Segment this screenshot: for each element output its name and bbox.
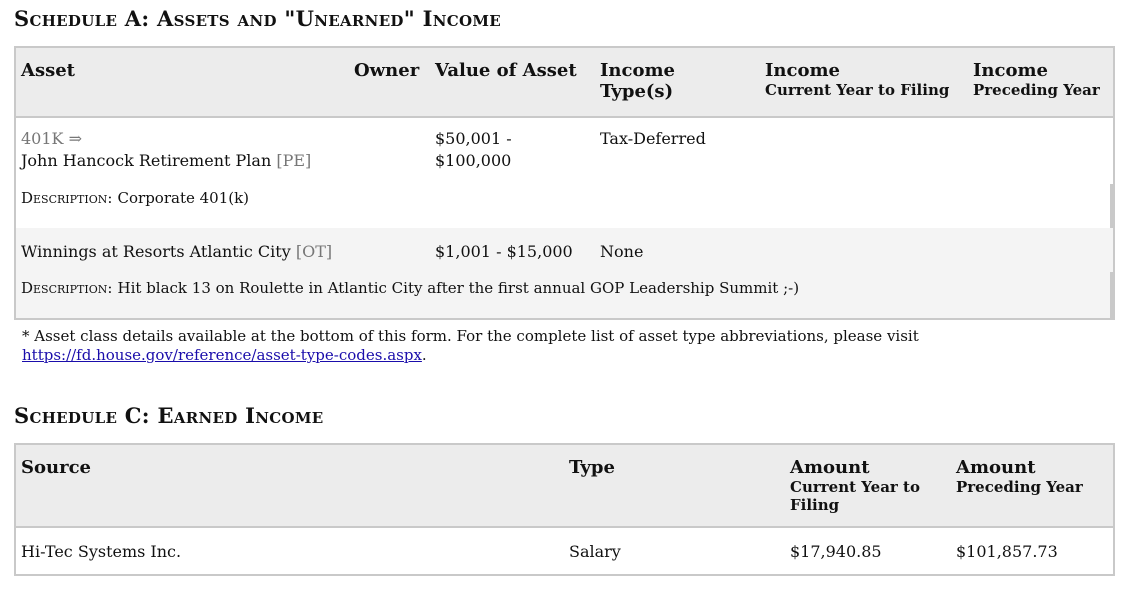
header-amount-current [790,457,940,514]
asset-type-401k: 401K ⇒ [21,129,82,148]
header-amount-preceding [956,457,1083,496]
asset-name-row2 [21,241,332,263]
header-asset: Asset [21,60,75,81]
asset-name-text: Winnings at Resorts Atlantic City [21,242,291,261]
header-source: Source [21,457,91,478]
header-income-type-line2: Type(s) [600,81,674,102]
schedule-a-header-row [16,48,1113,118]
type-row1: Salary [569,542,621,561]
header-type: Type [569,457,615,478]
asset-name-text: John Hancock Retirement Plan [21,151,272,170]
description-row2 [21,277,799,299]
asset-codes-link[interactable]: https://fd.house.gov/reference/asset-type-codes.aspx [22,346,422,364]
description-label: Description: [21,189,113,207]
header-value: Value of Asset [435,60,577,81]
header-amount-preceding-sub: Preceding Year [956,478,1083,496]
asset-code: [OT] [295,242,333,261]
value-row1-line1: $50,001 - [435,129,512,148]
description-row1 [21,187,249,209]
header-amount-current-label: Amount [790,457,870,478]
schedule-a-title: Schedule A: Assets and "Unearned" Income [14,6,501,31]
source-row1: Hi-Tec Systems Inc. [21,542,182,561]
asset-name-row1 [21,150,311,172]
header-amount-current-sub: Current Year to Filing [790,478,920,514]
schedule-c-table [14,443,1115,576]
header-income-preceding-label: Income [973,60,1048,81]
value-row1 [435,128,512,172]
row1-description-edge [1110,184,1113,228]
schedule-c-title: Schedule C: Earned Income [14,403,324,428]
header-income-preceding-sub: Preceding Year [973,81,1100,99]
note-period: . [421,346,427,364]
asset-code: [PE] [276,151,312,170]
row2-description-edge [1110,272,1113,318]
schedule-a-table [14,46,1115,320]
header-income-current-sub: Current Year to Filing [765,81,950,99]
note-text: * Asset class details available at the bottom of this form. For the complete list of asset type abbreviations, please visit [22,327,919,345]
value-row1-line2: $100,000 [435,151,512,170]
header-income-type-line1: Income [600,60,675,81]
header-amount-preceding-label: Amount [956,457,1036,478]
description-label: Description: [21,279,113,297]
income-type-row1: Tax-Deferred [600,129,706,148]
asset-class-note [22,327,919,365]
amount-current-row1: $17,940.85 [790,542,882,561]
header-owner: Owner [354,60,420,81]
income-type-row2: None [600,242,644,261]
description-text: Corporate 401(k) [117,189,250,207]
schedule-c-header-row [16,445,1113,528]
value-row2: $1,001 - $15,000 [435,242,573,261]
description-text: Hit black 13 on Roulette in Atlantic City after the first annual GOP Leadership Summit ;-) [117,279,800,297]
header-income-current [765,60,949,99]
amount-preceding-row1: $101,857.73 [956,542,1058,561]
header-income-current-label: Income [765,60,840,81]
header-income-preceding [973,60,1100,99]
header-income-type [600,60,675,102]
